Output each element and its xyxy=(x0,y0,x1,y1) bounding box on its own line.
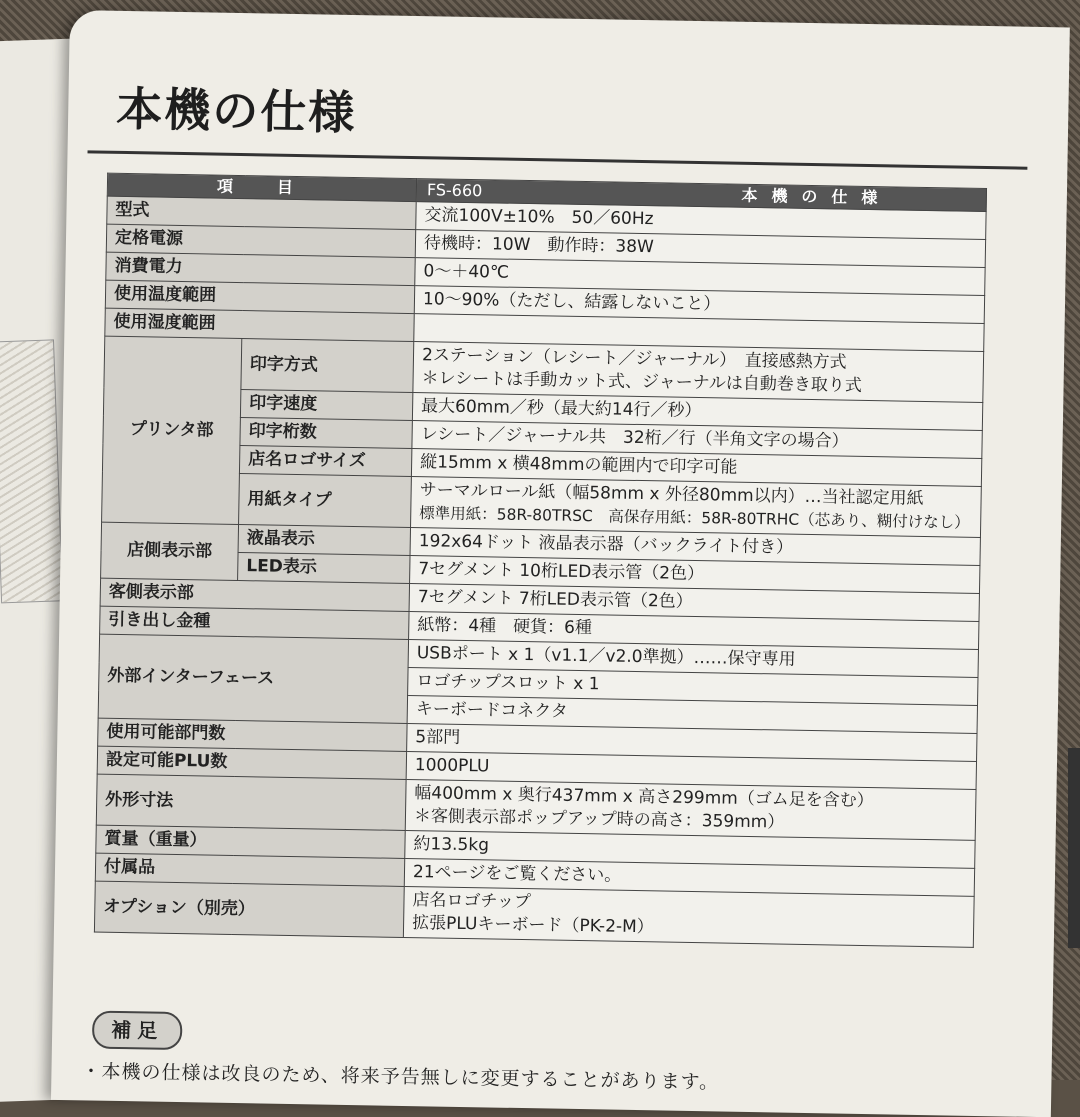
print-method-line: ＊レシートは手動カット式、ジャーナルは自動巻き取り式 xyxy=(421,368,862,396)
led-label: LED表示 xyxy=(238,553,410,584)
print-digits-label: 印字桁数 xyxy=(240,418,412,449)
interface-value: USBポート x 1（v1.1／v2.0準拠）……保守専用 xyxy=(408,640,978,678)
departments-label: 使用可能部門数 xyxy=(98,718,407,751)
manual-page xyxy=(51,10,1070,1117)
row-label: 使用湿度範囲 xyxy=(105,308,414,341)
lcd-value: 192x64ドット 液晶表示器（バックライト付き） xyxy=(410,528,980,566)
interface-value: ロゴチップスロット x 1 xyxy=(408,668,978,706)
interface-label: 外部インターフェース xyxy=(98,634,408,723)
dimensions-line: ＊客側表示部ポップアップ時の高さ：359mm） xyxy=(413,806,785,833)
options-line: 拡張PLUキーボード（PK-2-M） xyxy=(411,913,654,938)
print-speed-value: 最大60mm／秒（最大約14行／秒） xyxy=(412,393,982,431)
row-label: 使用温度範囲 xyxy=(105,280,414,313)
lcd-label: 液晶表示 xyxy=(238,525,410,556)
dimensions-label: 外形寸法 xyxy=(96,774,406,830)
printer-label: プリンタ部 xyxy=(102,336,242,524)
plu-label: 設定可能PLU数 xyxy=(97,746,406,779)
row-label: 定格電源 xyxy=(106,224,415,257)
print-method-label: 印字方式 xyxy=(241,339,414,393)
row-value: 交流100V±10% 50／60Hz xyxy=(416,202,986,240)
options-value xyxy=(403,886,974,947)
weight-label: 質量（重量） xyxy=(96,825,405,858)
plu-value: 1000PLU xyxy=(406,751,976,789)
spec-table xyxy=(94,173,987,948)
supplement-note: ・本機の仕様は改良のため、将来予告無しに変更することがあります。 xyxy=(81,1060,720,1094)
paper-type-line: 標準用紙：58R-80TRSC 高保存用紙：58R-80TRHC（芯あり、糊付けなし） xyxy=(419,504,970,532)
led-value: 7セグメント 10桁LED表示管（2色） xyxy=(410,556,980,594)
logo-size-label: 店名ロゴサイズ xyxy=(239,446,411,477)
row-label: 消費電力 xyxy=(106,252,415,285)
supplement-badge: 補足 xyxy=(92,1011,183,1051)
header-spacer xyxy=(502,197,722,201)
paper-type-label: 用紙タイプ xyxy=(239,474,412,528)
drawer-value: 紙幣：4種 硬貨：6種 xyxy=(409,612,979,650)
logo-size-value: 縦15mm x 横48mmの範囲内で印字可能 xyxy=(411,449,981,487)
accessories-label: 付属品 xyxy=(95,853,404,886)
options-line: 店名ロゴチップ xyxy=(412,890,532,913)
weight-value: 約13.5kg xyxy=(405,830,975,868)
row-value: 待機時：10W 動作時：38W xyxy=(415,230,985,268)
accessories-value: 21ページをご覧ください。 xyxy=(404,858,974,896)
model-label: 型式 xyxy=(107,196,416,229)
print-speed-label: 印字速度 xyxy=(240,390,412,421)
print-digits-value: レシート／ジャーナル共 32桁／行（半角文字の場合） xyxy=(412,421,982,459)
departments-value: 5部門 xyxy=(407,723,977,761)
print-method-line: 2ステーション（レシート／ジャーナル） 直接感熱方式 xyxy=(421,345,847,373)
options-label: オプション（別売） xyxy=(94,881,404,937)
header-spec: 本機の仕様 xyxy=(741,185,892,208)
model-value: FS-660 xyxy=(426,180,483,201)
interface-value: キーボードコネクタ xyxy=(407,695,977,733)
header-item: 項 目 xyxy=(107,173,416,201)
page-tab-marker xyxy=(1068,748,1080,948)
left-page-illustration xyxy=(0,339,63,603)
customer-display-label: 客側表示部 xyxy=(100,578,409,611)
customer-display-value: 7セグメント 7桁LED表示管（2色） xyxy=(409,584,979,622)
page-title: 本機の仕様 xyxy=(115,81,357,141)
title-divider xyxy=(88,150,1028,169)
row-value: 10〜90%（ただし、結露しないこと） xyxy=(414,286,984,324)
drawer-label: 引き出し金種 xyxy=(100,606,409,639)
row-value: 0〜＋40℃ xyxy=(415,258,985,296)
dimensions-line: 幅400mm x 奥行437mm x 高さ299mm（ゴム足を含む） xyxy=(414,783,874,812)
paper-type-line: サーマルロール紙（幅58mm x 外径80mm以内）…当社認定用紙 xyxy=(419,480,924,509)
store-display-label: 店側表示部 xyxy=(101,522,239,580)
